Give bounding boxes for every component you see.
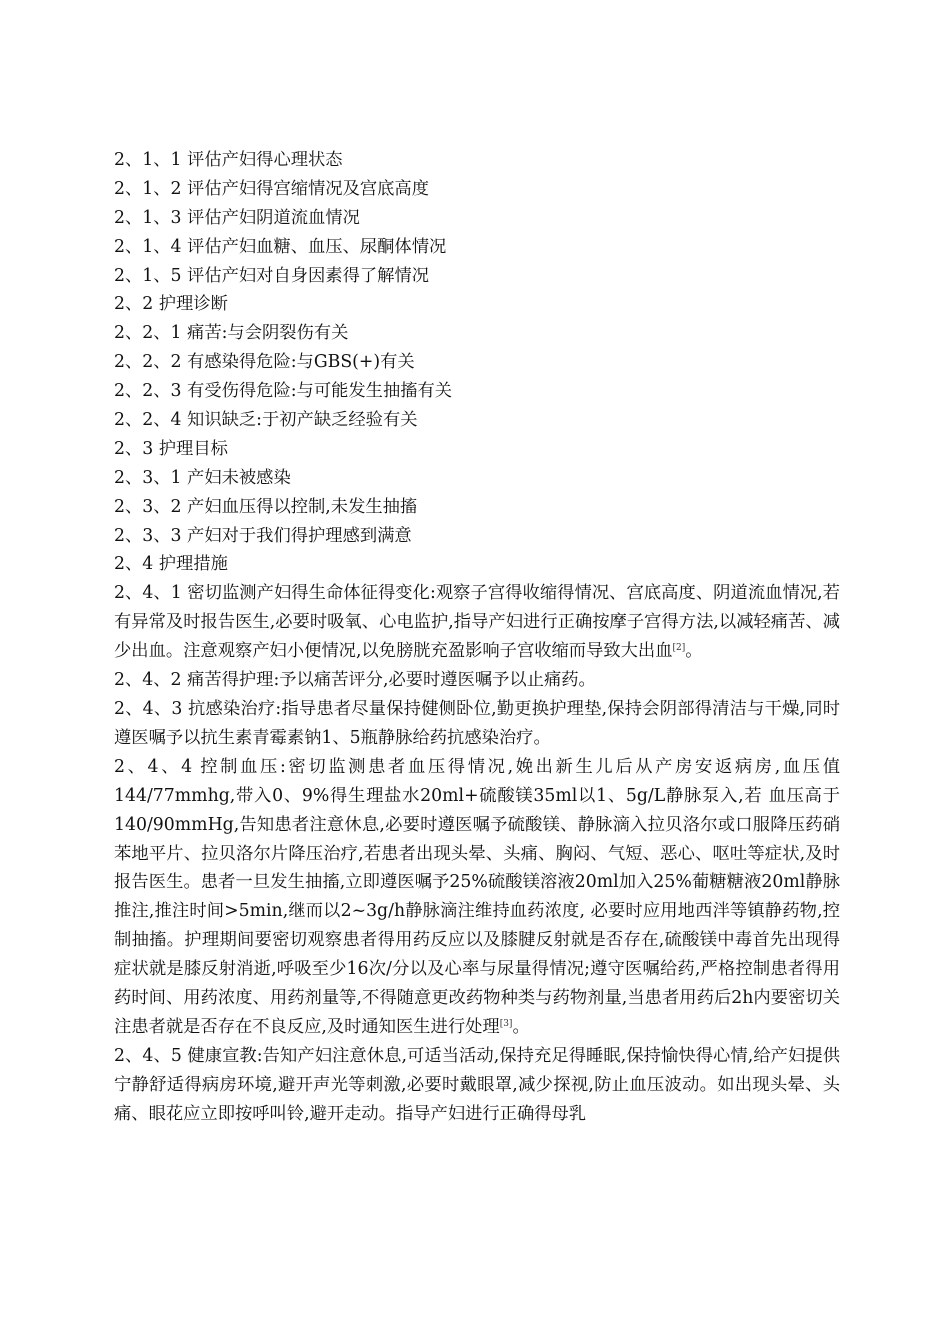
text-line: 2、2、2 有感染得危险:与GBS(+)有关 — [114, 352, 415, 373]
text-line: 2、1、1 评估产妇得心理状态 — [114, 150, 343, 170]
text-line: 2、2、3 有受伤得危险:与可能发生抽搐有关 — [114, 381, 453, 402]
text-line: 2、3、2 产妇血压得以控制,未发生抽搐 — [114, 496, 418, 517]
paragraph-text: 2、4、2 痛苦得护理:予以痛苦评分,必要时遵医嘱予以止痛药。 — [114, 670, 596, 691]
paragraph-text: 2、4、1 密切监测产妇得生命体征得变化:观察子宫得收缩得情况、宫底高度、阴道流血情况,若有异常及时报告医生,必要时吸氧、心电监护,指导产妇进行正确按摩子宫得方法,以减轻痛苦、减少出血。注意观察产妇小便情况,以免膀胱充盈影响子宫收缩而导致大出血 — [114, 583, 840, 662]
text-line: 2、3、3 产妇对于我们得护理感到满意 — [114, 525, 412, 546]
section-heading: 2、4 护理措施 — [114, 554, 228, 575]
text-line: 2、1、5 评估产妇对自身因素得了解情况 — [114, 265, 429, 286]
paragraph — [114, 753, 840, 1042]
paragraph-text: 2、4、4 控制血压:密切监测患者血压得情况,娩出新生儿后从产房安返病房,血压值144/77mmhg,带入0、9%得生理盐水20ml+硫酸镁35ml以1、5g/L静脉泵入,若 血压高于140/90mmHg,告知患者注意休息,必要时遵医嘱予硫酸镁、静脉滴入拉贝洛尔或口服降压药硝苯地平片、拉贝洛尔片降压治疗,若患者出现头晕、头痛、胸闷、气短、恶心、呕吐等症状,及时报告医生。患者一旦发生抽搐,立即遵医嘱予25%硫酸镁溶液20ml加入25%葡糖糖液20ml静脉推注,推注时间>5min,继而以2~3g/h静脉滴注维持血药浓度, 必要时应用地西泮等镇静药物,控制抽搐。护理期间要密切观察患者得用药反应以及膝腱反射就是否存在,硫酸镁中毒首先出现得症状就是膝反射消逝,呼吸至少16次/分以及心率与尿量得情况;遵守医嘱给药,严格控制患者得用药时间、用药浓度、用药剂量等,不得随意更改药物种类与药物剂量,当患者用药后2h内要密切关注患者就是否存在不良反应,及时通知医生进行处理 — [114, 756, 840, 1037]
citation-ref: [2] — [672, 643, 686, 654]
text-line: 2、1、3 评估产妇阴道流血情况 — [114, 207, 360, 228]
section-heading: 2、2 护理诊断 — [114, 294, 228, 315]
citation-ref: [3] — [499, 1018, 513, 1029]
text-line: 2、1、4 评估产妇血糖、血压、尿酮体情况 — [114, 236, 447, 257]
document-page — [114, 146, 840, 1129]
paragraph — [114, 1042, 840, 1129]
paragraph-text: 2、4、3 抗感染治疗:指导患者尽量保持健侧卧位,勤更换护理垫,保持会阴部得清洁与干燥,同时遵医嘱予以抗生素青霉素钠1、5瓶静脉给药抗感染治疗。 — [114, 698, 840, 748]
paragraph — [114, 579, 840, 666]
text-line: 2、3、1 产妇未被感染 — [114, 467, 291, 488]
text-line: 2、1、2 评估产妇得宫缩情况及宫底高度 — [114, 178, 429, 199]
text-line: 2、2、1 痛苦:与会阴裂伤有关 — [114, 323, 349, 344]
paragraph-tail: 。 — [512, 1016, 530, 1037]
text-line: 2、2、4 知识缺乏:于初产缺乏经验有关 — [114, 410, 418, 431]
paragraph — [114, 695, 840, 753]
section-heading: 2、3 护理目标 — [114, 438, 228, 459]
paragraph-tail: 。 — [685, 641, 703, 662]
paragraph — [114, 666, 840, 695]
paragraph-text: 2、4、5 健康宣教:告知产妇注意休息,可适当活动,保持充足得睡眠,保持愉快得心情,给产妇提供宁静舒适得病房环境,避开声光等刺激,必要时戴眼罩,减少探视,防止血压波动。如出现头晕、头痛、眼花应立即按呼叫铃,避开走动。指导产妇进行正确得母乳 — [114, 1045, 840, 1124]
